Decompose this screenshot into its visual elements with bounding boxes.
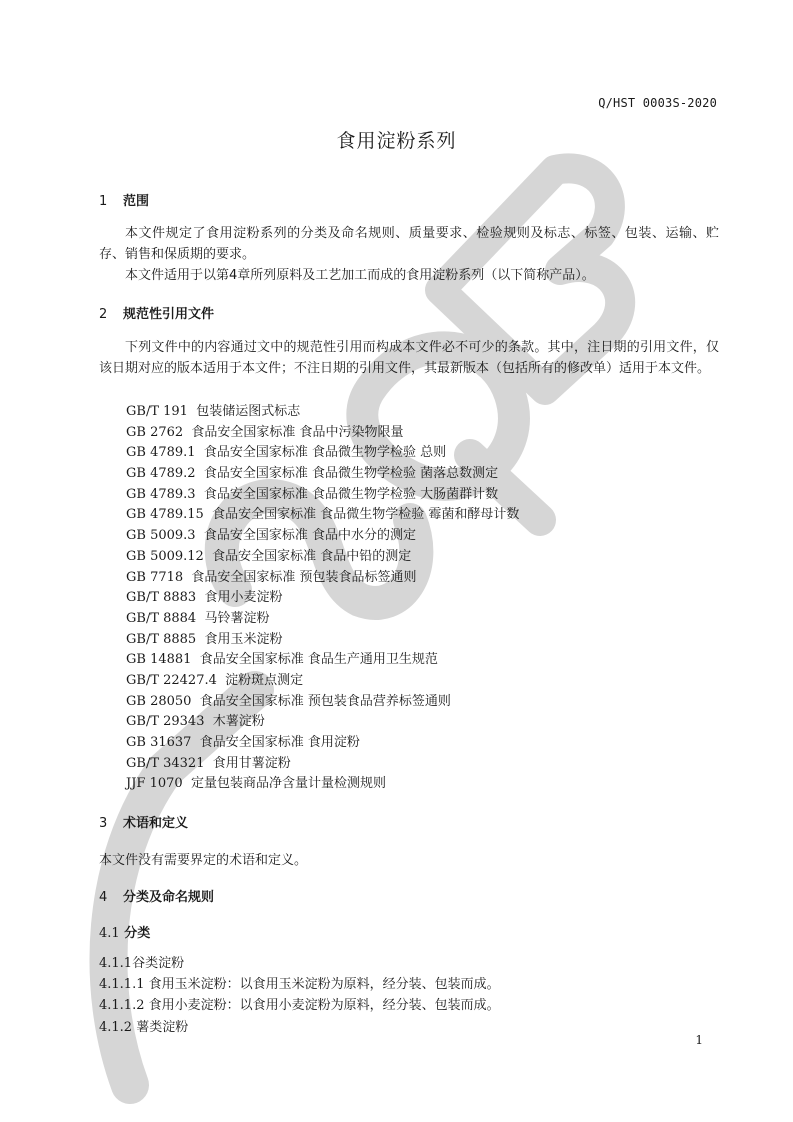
- reference-name: 食品安全国家标准 预包装食品营养标签通则: [199, 693, 451, 709]
- reference-code: GB/T 191: [126, 404, 188, 419]
- reference-code: GB 7718: [126, 569, 184, 585]
- section-4-heading: [99, 886, 214, 905]
- reference-item: [126, 609, 519, 630]
- section-1-paragraph-2: 本文件适用于以第4章所列原料及工艺加工而成的食用淀粉系列（以下简称产品）。: [125, 268, 595, 283]
- reference-item: [126, 733, 519, 754]
- reference-list: [126, 402, 519, 795]
- subsection-4-1-number: 4.1: [99, 926, 120, 941]
- reference-name: 食品安全国家标准 预包装食品标签通则: [191, 569, 417, 585]
- reference-code: JJF 1070: [126, 776, 183, 792]
- reference-code: GB 4789.15: [126, 507, 204, 523]
- reference-item: [126, 712, 519, 733]
- page-number: 1: [695, 1033, 703, 1047]
- reference-item: [126, 505, 519, 526]
- reference-code: GB/T 8885: [126, 631, 197, 647]
- section-1-heading: [99, 190, 149, 209]
- reference-code: GB/T 8884: [126, 610, 197, 626]
- reference-item: [126, 547, 519, 568]
- reference-name: 定量包装商品净含量计量检测规则: [190, 776, 386, 792]
- reference-code: GB 4789.3: [126, 486, 196, 502]
- reference-code: GB 31637: [126, 735, 192, 750]
- reference-code: GB/T 29343: [126, 714, 205, 730]
- item-text: 食用小麦淀粉：以食用小麦淀粉为原料，经分装、包装而成。: [148, 998, 500, 1013]
- reference-name: 食用小麦淀粉: [204, 590, 283, 606]
- reference-item: [126, 423, 519, 444]
- item-4-1-1: [99, 952, 184, 971]
- item-number: 4.1.1.1: [99, 977, 145, 992]
- section-4-number: 4: [99, 890, 108, 905]
- reference-name: 包装储运图式标志: [196, 404, 301, 419]
- document-title: 食用淀粉系列: [336, 130, 457, 152]
- reference-name: 马铃薯淀粉: [204, 610, 270, 626]
- section-2-number: 2: [99, 307, 108, 322]
- subsection-4-1-title: 分类: [124, 926, 151, 941]
- reference-name: 食品安全国家标准 食品中铅的测定: [212, 548, 412, 564]
- reference-code: GB/T 22427.4: [126, 672, 217, 688]
- reference-item: [126, 485, 519, 506]
- reference-item: [126, 443, 519, 464]
- section-3-title: 术语和定义: [123, 816, 189, 831]
- section-1-title: 范围: [123, 194, 150, 209]
- reference-code: GB 5009.3: [126, 528, 196, 544]
- reference-item: [126, 568, 519, 589]
- item-text: 食用玉米淀粉：以食用玉米淀粉为原料，经分装、包装而成。: [148, 977, 500, 992]
- reference-code: GB 4789.2: [126, 466, 196, 482]
- subsection-4-1-heading: [99, 922, 150, 941]
- reference-code: GB/T 8883: [126, 590, 197, 606]
- item-number: 4.1.1: [99, 956, 133, 971]
- reference-item: [126, 588, 519, 609]
- reference-item: [126, 671, 519, 692]
- reference-name: 食品安全国家标准 食品微生物学检验 总则: [203, 445, 447, 461]
- item-4-1-1-2: [99, 994, 500, 1013]
- section-4-title: 分类及命名规则: [123, 890, 215, 905]
- reference-name: 食品安全国家标准 食品生产通用卫生规范: [199, 652, 438, 668]
- item-4-1-2: [99, 1016, 188, 1035]
- reference-item: [126, 692, 519, 713]
- reference-item: [126, 650, 519, 671]
- reference-code: GB 28050: [126, 693, 192, 709]
- reference-item: [126, 754, 519, 775]
- reference-name: 食品安全国家标准 食品中水分的测定: [203, 528, 416, 544]
- reference-name: 食品安全国家标准 食品中污染物限量: [191, 424, 404, 440]
- reference-name: 淀粉斑点测定: [225, 672, 304, 688]
- item-number: 4.1.2: [99, 1020, 133, 1035]
- reference-code: GB 14881: [126, 652, 192, 668]
- reference-item: [126, 402, 519, 423]
- reference-item: [126, 630, 519, 651]
- section-2-paragraph-1: 下列文件中的内容通过文中的规范性引用而构成本文件必不可少的条款。其中，注日期的引用文件，仅该日期对应的版本适用于本文件；不注日期的引用文件，其最新版本（包括所有的修改单）适用于本文件。: [99, 340, 719, 376]
- reference-item: [126, 464, 519, 485]
- reference-code: GB 5009.12: [126, 548, 204, 564]
- reference-name: 食品安全国家标准 食品微生物学检验 菌落总数测定: [203, 466, 499, 482]
- item-number: 4.1.1.2: [99, 998, 145, 1013]
- section-2-title: 规范性引用文件: [123, 307, 215, 322]
- reference-name: 食品安全国家标准 食用淀粉: [199, 735, 360, 750]
- item-text: 薯类淀粉: [136, 1020, 189, 1035]
- section-1-paragraph-1: 本文件规定了食用淀粉系列的分类及命名规则、质量要求、检验规则及标志、标签、包装、运输、贮存、销售和保质期的要求。: [99, 226, 719, 262]
- reference-name: 食品安全国家标准 食品微生物学检验 大肠菌群计数: [203, 486, 499, 502]
- reference-item: [126, 774, 519, 795]
- reference-name: 食用甘薯淀粉: [212, 755, 291, 771]
- reference-code: GB 2762: [126, 424, 184, 440]
- section-3-heading: [99, 812, 188, 831]
- reference-code: GB 4789.1: [126, 445, 196, 461]
- reference-item: [126, 526, 519, 547]
- reference-name: 木薯淀粉: [212, 714, 265, 730]
- item-text: 谷类淀粉: [132, 956, 185, 971]
- reference-code: GB/T 34321: [126, 755, 205, 771]
- item-4-1-1-1: [99, 973, 500, 992]
- reference-name: 食用玉米淀粉: [204, 631, 283, 647]
- reference-name: 食品安全国家标准 食品微生物学检验 霉菌和酵母计数: [212, 507, 520, 523]
- section-2-heading: [99, 303, 214, 322]
- section-3-number: 3: [99, 816, 108, 831]
- standard-code: Q/HST 0003S-2020: [598, 96, 717, 110]
- section-1-number: 1: [99, 194, 108, 209]
- section-3-paragraph-1: 本文件没有需要界定的术语和定义。: [99, 853, 308, 868]
